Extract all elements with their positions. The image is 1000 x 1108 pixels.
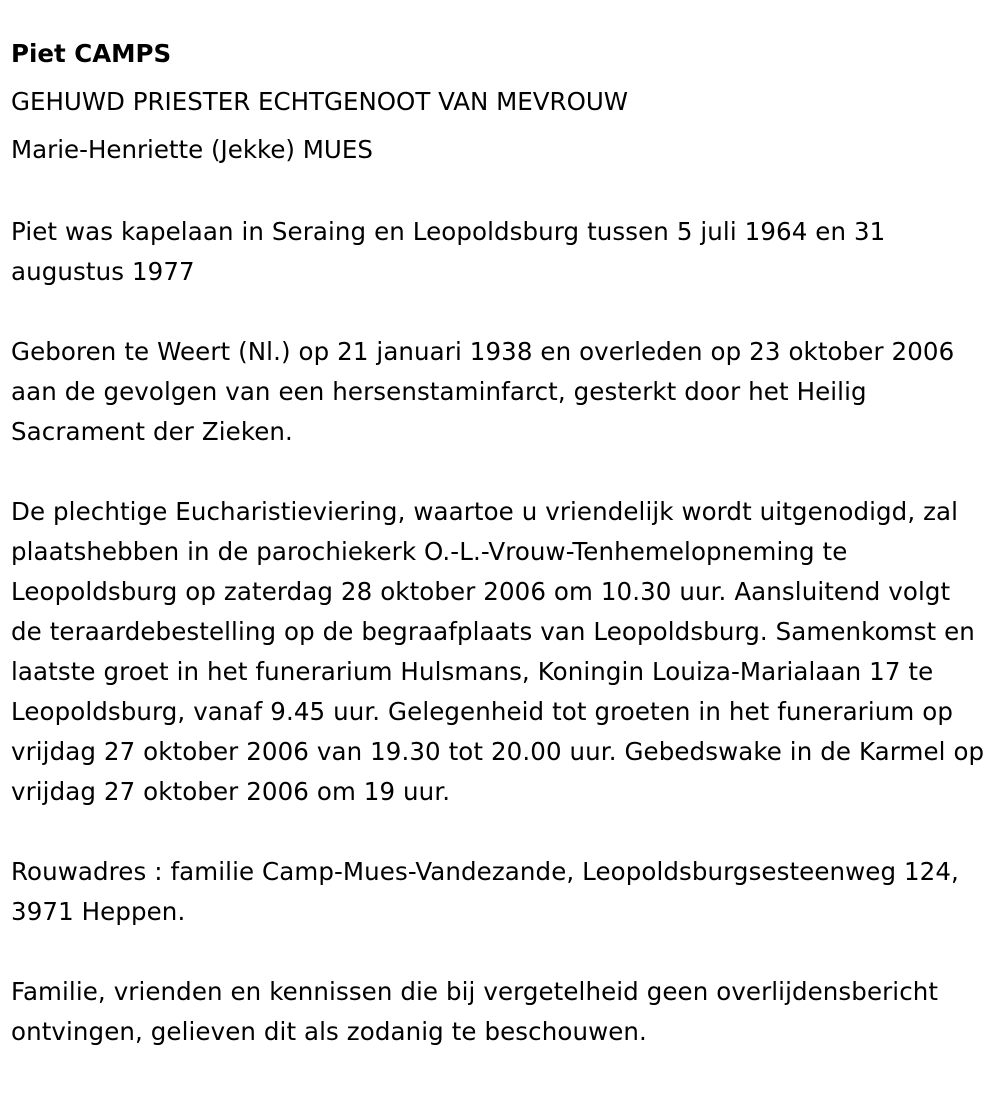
subtitle-line-2: Marie-Henriette (Jekke) MUES <box>11 135 373 164</box>
spacer <box>11 452 988 492</box>
spacer <box>11 812 988 852</box>
paragraph-birth-death: Geboren te Weert (Nl.) op 21 januari 1938 en overleden op 23 oktober 2006 aan de gevolgen van een hersenstaminfarct, gesterkt door het Heilig Sacrament der Zieken. <box>11 337 955 446</box>
paragraph-ceremony: De plechtige Eucharistieviering, waartoe u vriendelijk wordt uitgenodigd, zal plaatshebben in de parochiekerk O.-L.-Vrouw-Tenhemelopneming te Leopoldsburg op zaterdag 28 oktober 2006 om 10.30 uur. Aansluitend volgt de teraardebestelling op de begraafplaats van Leopoldsburg. Samenkomst en laatste groet in het funerarium Hulsmans, Koningin Louiza-Marialaan 17 te Leopoldsburg, vanaf 9.45 uur. Gelegenheid tot groeten in het funerarium op vrijdag 27 oktober 2006 van 19.30 tot 20.00 uur. Gebedswake in de Karmel op vrijdag 27 oktober 2006 om 19 uur. <box>11 497 985 806</box>
subtitle-line-1: GEHUWD PRIESTER ECHTGENOOT VAN MEVROUW <box>11 87 629 116</box>
spacer <box>11 178 988 212</box>
paragraph-closing: Familie, vrienden en kennissen die bij vergetelheid geen overlijdensbericht ontvingen, gelieven dit als zodanig te beschouwen. <box>11 977 939 1046</box>
spacer <box>11 292 988 332</box>
paragraph-address: Rouwadres : familie Camp-Mues-Vandezande, Leopoldsburgsesteenweg 124, 3971 Heppen. <box>11 857 959 926</box>
deceased-name: Piet CAMPS <box>11 39 172 68</box>
paragraph-chaplaincy: Piet was kapelaan in Seraing en Leopoldsburg tussen 5 juli 1964 en 31 augustus 1977 <box>11 217 886 286</box>
spacer <box>11 932 988 972</box>
